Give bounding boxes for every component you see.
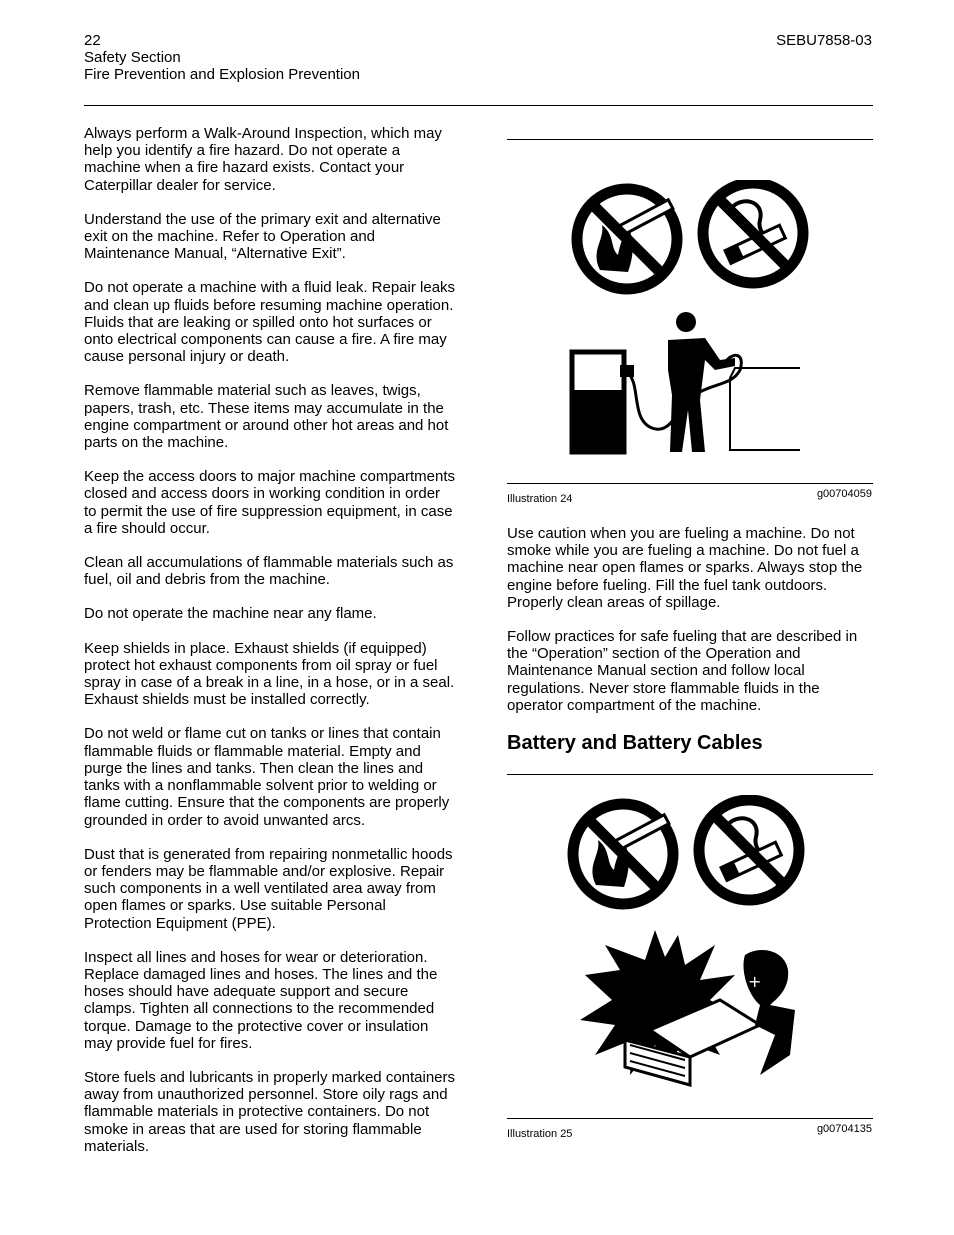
illustration-24-fueling-safety <box>560 180 820 460</box>
caption-rule <box>507 483 873 484</box>
paragraph: Always perform a Walk-Around Inspection, which may help you identify a fire hazard. Do not operate a machine when a fire hazard exists. Contact your Caterpillar dealer for service. <box>84 125 442 194</box>
paragraph: Keep the access doors to major machine compartments closed and access doors in working condition in order to permit the use of fire suppression equipment, in case a fire should occur. <box>84 468 456 537</box>
paragraph: Remove flammable material such as leaves, twigs, papers, trash, etc. These items may accumulate in the engine compartment or around other hot areas and hot parts on the machine. <box>84 382 449 452</box>
machine-outline <box>730 368 800 450</box>
document-id: SEBU7858-03 <box>776 32 872 49</box>
page-number: 22 <box>84 32 101 49</box>
no-open-flame-icon <box>577 189 677 289</box>
paragraph: Do not operate a machine with a fluid leak. Repair leaks and clean up fluids before resuming machine operation. Fluids that are leaking or spilled onto hot surfaces or onto electrical components can cause a fire. A fire may cause personal injury or death. <box>84 279 456 366</box>
illustration-24-code: g00704059 <box>816 488 872 500</box>
illustration-top-rule <box>507 139 873 140</box>
no-open-flame-icon <box>573 804 673 904</box>
paragraph: Follow practices for safe fueling that are described in the “Operation” section of the Operation and Maintenance Manual section and follow local regulations. Never store flammable fluids in the operator compartment of the machine. <box>507 628 858 714</box>
paragraph: Inspect all lines and hoses for wear or deterioration. Replace damaged lines and hoses. The lines and the hoses should have adequate support and secure clamps. Tighten all connections to the recommended torque. Damage to the protective cover or insulation may provide fuel for fires. <box>84 948 438 1052</box>
no-smoking-icon <box>703 183 803 283</box>
battery-explosion-icon <box>580 930 795 1085</box>
left-column <box>84 125 456 1172</box>
heading-rule <box>507 774 873 775</box>
right-column <box>507 525 873 731</box>
paragraph: Keep shields in place. Exhaust shields (if equipped) protect hot exhaust components from oil spray or fuel spray in case of a break in a line, in a hose, or in a seal. Exhaust shields must be installed correctly. <box>84 639 455 709</box>
header-rule <box>84 105 873 106</box>
illustration-24-label: Illustration 24 <box>507 493 573 505</box>
paragraph: Do not weld or flame cut on tanks or lines that contain flammable fluids or flammable material. Empty and purge the lines and tanks. Then clean the lines and tanks with a nonflammable solvent prior to welding or flame cutting. Ensure that the components are properly grounded in order to avoid unwanted arcs. <box>84 725 450 829</box>
paragraph: Use caution when you are fueling a machine. Do not smoke while you are fueling a machine. Do not fuel a machine near open flames or sparks. Always stop the engine before fueling. Fill the fuel tank outdoors. Properly clean areas of spillage. <box>507 525 863 611</box>
paragraph: Understand the use of the primary exit and alternative exit on the machine. Refer to Operation and Maintenance Manual, “Alternative Exit”. <box>84 210 441 263</box>
illustration-25-code: g00704135 <box>816 1123 872 1135</box>
paragraph: Dust that is generated from repairing nonmetallic hoods or fenders may be flammable and/or explosive. Repair such components in a well ventilated area away from open flames or sparks. Use suitable Personal Protection Equipment (PPE). <box>84 845 453 932</box>
caption-rule <box>507 1118 873 1119</box>
subsection-title: Fire Prevention and Explosion Prevention <box>84 66 360 83</box>
no-smoking-icon <box>699 800 799 900</box>
svg-text:+: + <box>748 972 762 991</box>
section-title: Safety Section <box>84 49 181 66</box>
page-header <box>84 32 360 83</box>
illustration-25-label: Illustration 25 <box>507 1128 573 1140</box>
paragraph: Do not operate the machine near any flame. <box>84 605 377 623</box>
illustration-25-battery-explosion <box>560 795 820 1100</box>
paragraph: Clean all accumulations of flammable materials such as fuel, oil and debris from the machine. <box>84 554 454 589</box>
battery-section-heading: Battery and Battery Cables <box>507 732 763 754</box>
paragraph: Store fuels and lubricants in properly marked containers away from unauthorized personnel. Store oily rags and flammable materials in protective containers. Do not smoke in areas that are used for storing flammable materials. <box>84 1068 456 1155</box>
